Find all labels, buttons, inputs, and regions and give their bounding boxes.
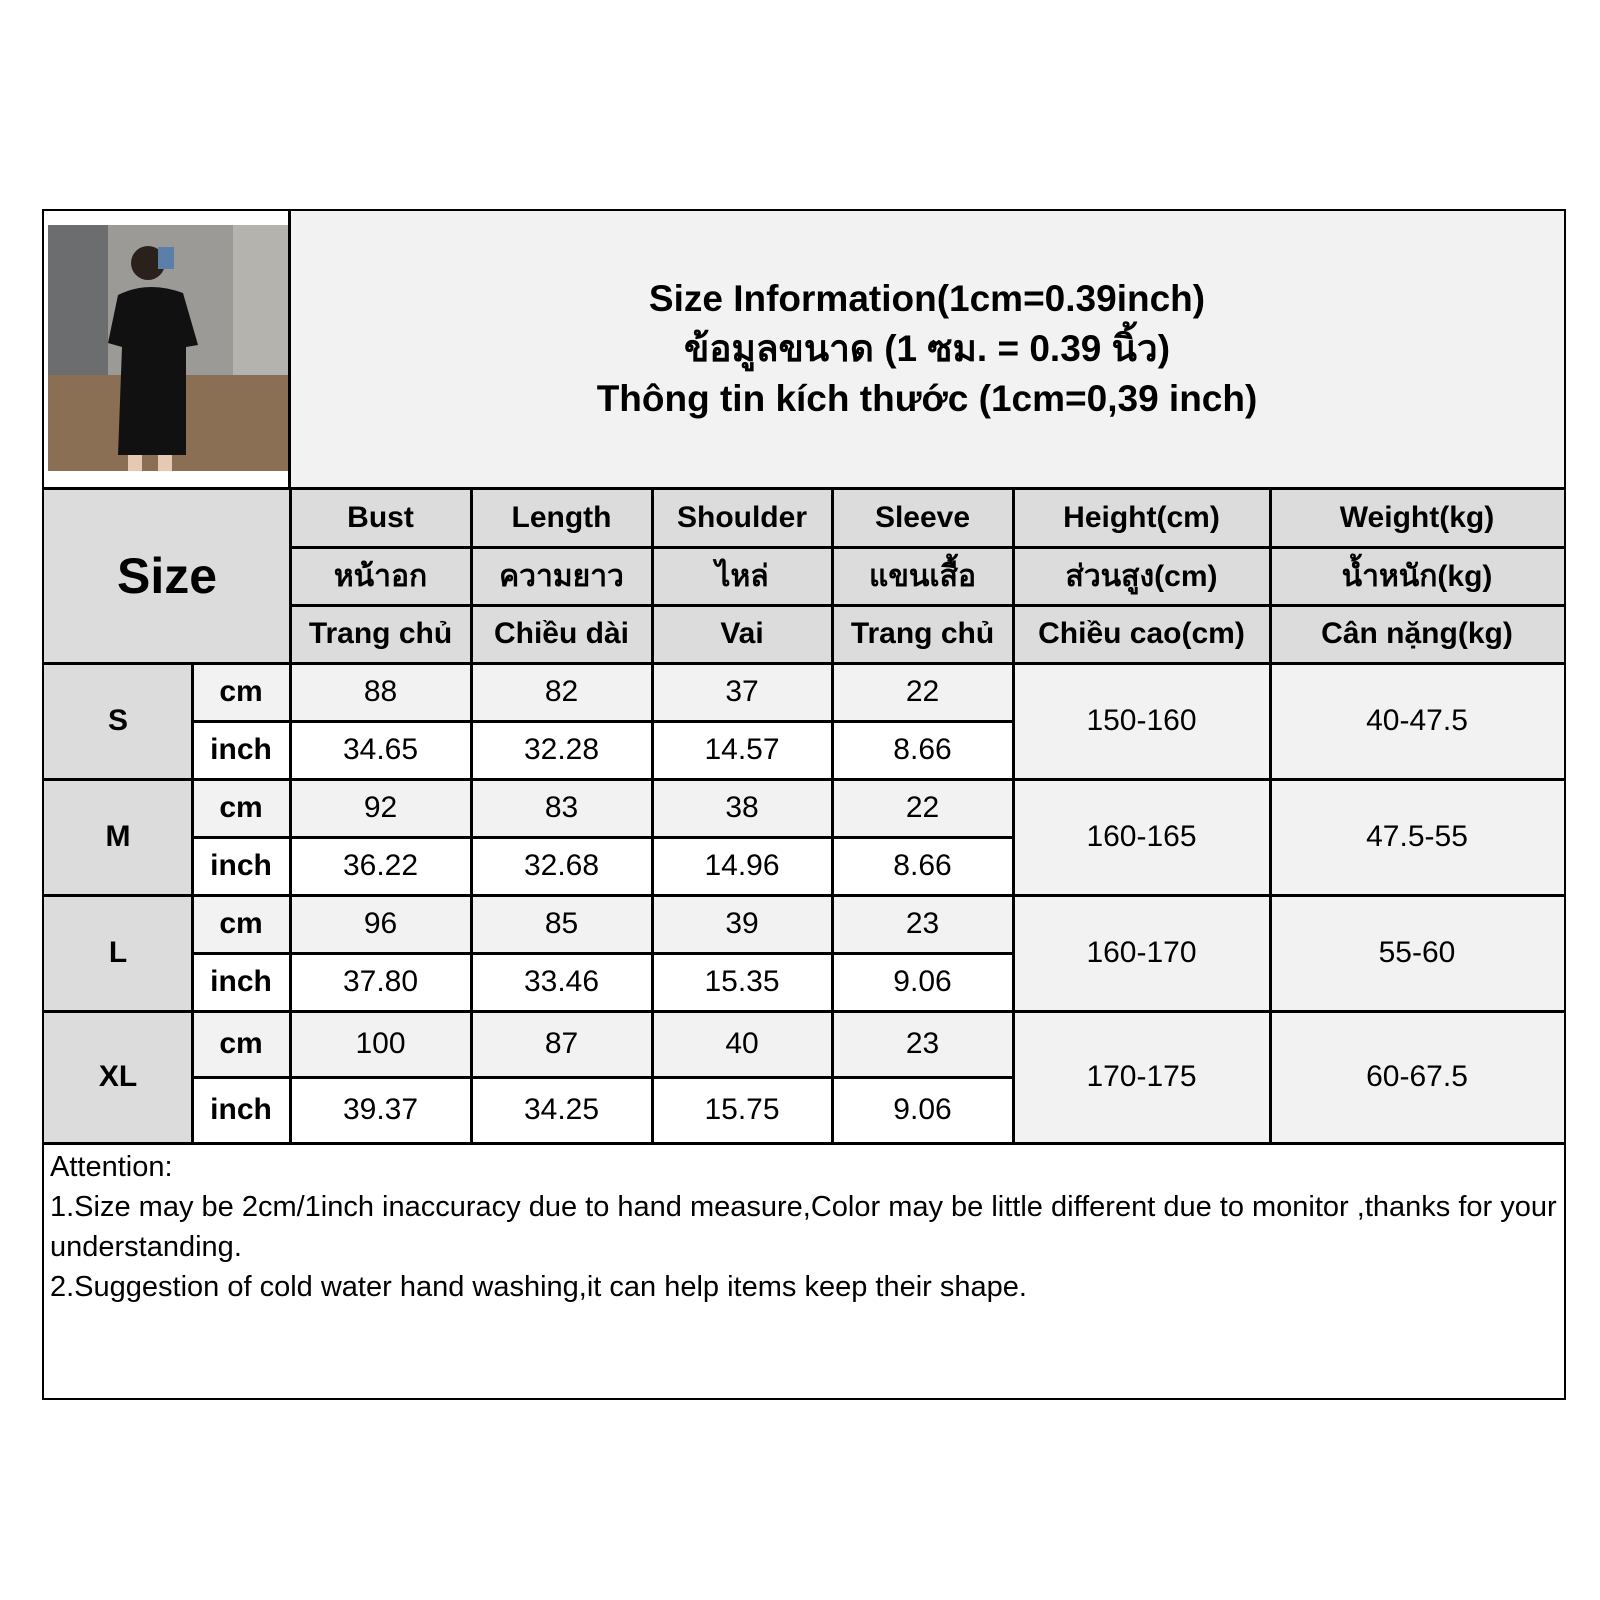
unit-cm: cm: [192, 895, 290, 953]
column-header-en: Bust: [290, 489, 471, 547]
unit-cm: cm: [192, 663, 290, 721]
value-cm: 39: [652, 895, 832, 953]
value-inch: 14.57: [652, 721, 832, 779]
value-inch: 8.66: [832, 837, 1013, 895]
divider-line: [651, 489, 654, 1143]
title-th: ข้อมูลขนาด (1 ซม. = 0.39 นิ้ว): [683, 328, 1171, 369]
value-inch: 32.68: [471, 837, 652, 895]
value-inch: 34.25: [471, 1077, 652, 1143]
column-header-en: Weight(kg): [1270, 489, 1564, 547]
value-inch: 39.37: [290, 1077, 471, 1143]
model-photo-icon: [48, 225, 288, 471]
size-chart: [42, 209, 1566, 1400]
divider-line: [290, 604, 1564, 607]
column-header-vi: Chiều cao(cm): [1013, 605, 1270, 663]
column-header-vi: Trang chủ: [290, 605, 471, 663]
divider-line: [44, 487, 1564, 490]
value-cm: 23: [832, 1011, 1013, 1077]
value-inch: 34.65: [290, 721, 471, 779]
value-cm: 92: [290, 779, 471, 837]
value-cm: 82: [471, 663, 652, 721]
unit-inch: inch: [192, 837, 290, 895]
column-header-en: Sleeve: [832, 489, 1013, 547]
divider-line: [44, 662, 1564, 665]
weight-range: 40-47.5: [1270, 663, 1564, 779]
column-header-vi: Vai: [652, 605, 832, 663]
divider-line: [831, 489, 834, 1143]
unit-cm: cm: [192, 1011, 290, 1077]
value-cm: 87: [471, 1011, 652, 1077]
size-label: L: [44, 895, 192, 1011]
unit-cm: cm: [192, 779, 290, 837]
height-range: 150-160: [1013, 663, 1270, 779]
unit-inch: inch: [192, 1077, 290, 1143]
value-cm: 85: [471, 895, 652, 953]
value-cm: 37: [652, 663, 832, 721]
title-en: Size Information(1cm=0.39inch): [648, 278, 1206, 319]
value-cm: 40: [652, 1011, 832, 1077]
value-cm: 22: [832, 663, 1013, 721]
value-cm: 23: [832, 895, 1013, 953]
note-1: 1.Size may be 2cm/1inch inaccuracy due to hand measure,Color may be little different due to monitor ,thanks for your understanding.: [50, 1191, 1557, 1263]
height-range: 160-170: [1013, 895, 1270, 1011]
divider-line: [44, 1010, 1564, 1013]
size-label: M: [44, 779, 192, 895]
column-header-en: Shoulder: [652, 489, 832, 547]
notes-heading: Attention:: [50, 1151, 173, 1183]
height-range: 160-165: [1013, 779, 1270, 895]
weight-range: 47.5-55: [1270, 779, 1564, 895]
model-photo: [48, 225, 288, 471]
divider-line: [288, 211, 291, 489]
value-inch: 15.35: [652, 953, 832, 1011]
weight-range: 60-67.5: [1270, 1011, 1564, 1143]
value-inch: 9.06: [832, 953, 1013, 1011]
size-label: XL: [44, 1011, 192, 1143]
unit-inch: inch: [192, 953, 290, 1011]
column-header-th: หน้าอก: [290, 547, 471, 605]
value-cm: 22: [832, 779, 1013, 837]
value-cm: 96: [290, 895, 471, 953]
column-header-th: ไหล่: [652, 547, 832, 605]
attention-notes: [50, 1147, 1560, 1307]
value-cm: 88: [290, 663, 471, 721]
value-inch: 37.80: [290, 953, 471, 1011]
divider-line: [1269, 489, 1272, 1143]
divider-line: [192, 720, 1013, 723]
height-range: 170-175: [1013, 1011, 1270, 1143]
value-inch: 32.28: [471, 721, 652, 779]
column-header-en: Length: [471, 489, 652, 547]
value-inch: 8.66: [832, 721, 1013, 779]
divider-line: [290, 546, 1564, 549]
value-inch: 36.22: [290, 837, 471, 895]
unit-inch: inch: [192, 721, 290, 779]
column-header-en: Height(cm): [1013, 489, 1270, 547]
divider-line: [191, 663, 194, 1143]
divider-line: [470, 489, 473, 1143]
title-vi: Thông tin kích thước (1cm=0,39 inch): [596, 378, 1258, 419]
divider-line: [289, 489, 292, 1143]
divider-line: [192, 836, 1013, 839]
value-cm: 100: [290, 1011, 471, 1077]
size-label: S: [44, 663, 192, 779]
value-inch: 9.06: [832, 1077, 1013, 1143]
value-inch: 15.75: [652, 1077, 832, 1143]
value-cm: 83: [471, 779, 652, 837]
divider-line: [44, 1142, 1564, 1145]
divider-line: [1012, 489, 1015, 1143]
value-cm: 38: [652, 779, 832, 837]
divider-line: [192, 952, 1013, 955]
divider-line: [192, 1076, 1013, 1079]
column-header-vi: Trang chủ: [832, 605, 1013, 663]
divider-line: [44, 778, 1564, 781]
column-header-th: ความยาว: [471, 547, 652, 605]
divider-line: [44, 894, 1564, 897]
title-block: [290, 211, 1564, 487]
column-header-th: ส่วนสูง(cm): [1013, 547, 1270, 605]
note-2: 2.Suggestion of cold water hand washing,it can help items keep their shape.: [50, 1271, 1027, 1303]
column-header-th: แขนเสื้อ: [832, 547, 1013, 605]
size-header: Size: [44, 489, 290, 663]
column-header-vi: Chiều dài: [471, 605, 652, 663]
weight-range: 55-60: [1270, 895, 1564, 1011]
column-header-th: น้ำหนัก(kg): [1270, 547, 1564, 605]
value-inch: 33.46: [471, 953, 652, 1011]
value-inch: 14.96: [652, 837, 832, 895]
column-header-vi: Cân nặng(kg): [1270, 605, 1564, 663]
